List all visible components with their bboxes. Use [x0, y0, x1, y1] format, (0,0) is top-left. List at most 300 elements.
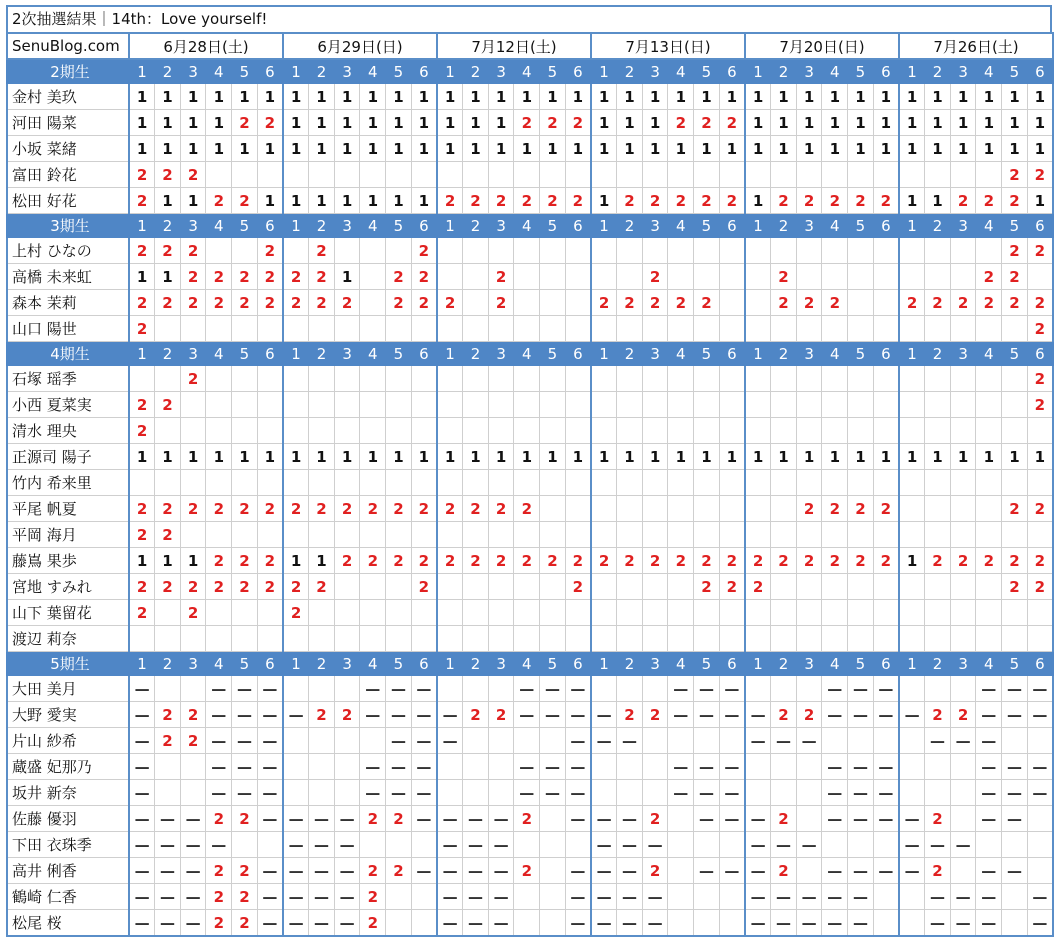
result-cell	[796, 366, 822, 392]
result-cell: 2	[796, 188, 822, 214]
result-cell: —	[206, 832, 232, 858]
result-cell	[334, 418, 360, 444]
result-cell: 1	[694, 136, 720, 162]
result-cell: —	[180, 806, 206, 832]
result-cell: —	[232, 702, 258, 728]
member-name: 坂井 新奈	[7, 780, 129, 806]
result-cell	[386, 832, 412, 858]
date-header-row	[7, 33, 1053, 59]
result-cell	[155, 626, 181, 652]
result-cell: —	[334, 910, 360, 937]
result-cell: —	[617, 728, 643, 754]
result-cell	[1002, 910, 1028, 937]
result-cell	[309, 522, 335, 548]
member-row	[7, 574, 1053, 600]
result-cell: 2	[463, 496, 489, 522]
result-cell	[463, 522, 489, 548]
part-number: 3	[180, 59, 206, 84]
result-cell: —	[976, 754, 1002, 780]
result-cell: —	[411, 806, 437, 832]
part-number: 2	[463, 59, 489, 84]
result-cell: 1	[129, 136, 155, 162]
result-cell	[925, 574, 951, 600]
result-cell	[617, 264, 643, 290]
result-cell: —	[694, 780, 720, 806]
result-cell	[463, 366, 489, 392]
result-cell	[668, 884, 694, 910]
result-cell	[129, 366, 155, 392]
result-cell: —	[129, 676, 155, 702]
result-cell: —	[617, 884, 643, 910]
result-cell: —	[129, 754, 155, 780]
result-cell	[591, 496, 617, 522]
result-cell: —	[565, 676, 591, 702]
result-cell: 2	[822, 290, 848, 316]
result-cell: 1	[719, 136, 745, 162]
result-cell: —	[514, 780, 540, 806]
result-cell	[257, 600, 283, 626]
result-cell	[463, 290, 489, 316]
result-cell	[591, 522, 617, 548]
result-cell: —	[463, 832, 489, 858]
result-cell: 1	[1027, 188, 1053, 214]
result-cell: 1	[334, 188, 360, 214]
result-cell	[437, 366, 463, 392]
part-number: 2	[771, 214, 797, 238]
result-cell	[514, 418, 540, 444]
result-cell: 1	[206, 444, 232, 470]
result-cell: 1	[719, 84, 745, 110]
result-cell: —	[180, 910, 206, 937]
result-cell: 2	[257, 290, 283, 316]
result-cell	[283, 162, 309, 188]
result-cell	[463, 574, 489, 600]
member-row	[7, 496, 1053, 522]
result-cell: 2	[1027, 392, 1053, 418]
result-cell: 1	[899, 136, 925, 162]
result-cell: 1	[386, 84, 412, 110]
result-cell	[206, 238, 232, 264]
part-number: 5	[232, 652, 258, 676]
result-cell: 1	[796, 444, 822, 470]
result-cell: 2	[129, 290, 155, 316]
result-cell: 1	[925, 84, 951, 110]
result-cell	[514, 910, 540, 937]
result-cell	[488, 392, 514, 418]
result-cell: —	[411, 728, 437, 754]
result-cell: —	[617, 832, 643, 858]
result-cell: 1	[232, 84, 258, 110]
part-number: 5	[540, 214, 566, 238]
part-number: 5	[540, 59, 566, 84]
part-number: 6	[873, 59, 899, 84]
result-cell: —	[668, 780, 694, 806]
result-cell	[1002, 832, 1028, 858]
result-cell	[668, 574, 694, 600]
result-cell: 1	[899, 188, 925, 214]
result-cell	[873, 522, 899, 548]
result-cell	[873, 366, 899, 392]
result-cell	[463, 754, 489, 780]
result-cell	[540, 290, 566, 316]
result-cell: —	[668, 754, 694, 780]
result-cell: —	[1027, 702, 1053, 728]
result-cell: 1	[283, 548, 309, 574]
result-cell: 2	[642, 806, 668, 832]
result-cell	[514, 884, 540, 910]
result-cell: 2	[129, 574, 155, 600]
result-cell	[540, 264, 566, 290]
result-cell	[822, 728, 848, 754]
result-cell	[437, 600, 463, 626]
result-cell	[745, 626, 771, 652]
result-cell: —	[437, 910, 463, 937]
result-cell	[925, 600, 951, 626]
result-cell	[950, 316, 976, 342]
result-cell: 2	[848, 548, 874, 574]
result-cell: 1	[771, 84, 797, 110]
result-cell: 1	[745, 110, 771, 136]
result-cell	[591, 626, 617, 652]
result-cell: —	[694, 754, 720, 780]
result-cell: —	[309, 832, 335, 858]
part-number: 6	[1027, 652, 1053, 676]
result-cell: —	[591, 832, 617, 858]
part-number: 1	[437, 652, 463, 676]
part-number: 4	[822, 652, 848, 676]
result-cell	[950, 470, 976, 496]
result-cell: 1	[283, 110, 309, 136]
result-cell	[771, 470, 797, 496]
result-cell	[771, 574, 797, 600]
result-cell	[925, 418, 951, 444]
result-cell	[565, 522, 591, 548]
result-cell: 1	[180, 110, 206, 136]
result-cell: 2	[1002, 574, 1028, 600]
result-cell	[925, 366, 951, 392]
result-cell	[540, 728, 566, 754]
result-cell: 1	[334, 444, 360, 470]
result-cell	[694, 832, 720, 858]
result-cell: —	[950, 832, 976, 858]
result-cell	[1002, 392, 1028, 418]
result-cell	[437, 264, 463, 290]
result-cell: —	[822, 780, 848, 806]
result-cell: —	[873, 780, 899, 806]
result-cell	[463, 316, 489, 342]
result-cell: 1	[386, 188, 412, 214]
result-cell	[873, 600, 899, 626]
result-cell	[745, 676, 771, 702]
result-cell	[771, 754, 797, 780]
result-cell	[514, 290, 540, 316]
result-cell: 1	[129, 110, 155, 136]
result-cell: 1	[771, 444, 797, 470]
result-cell	[488, 754, 514, 780]
result-cell	[1027, 470, 1053, 496]
result-cell	[873, 626, 899, 652]
result-cell	[1027, 522, 1053, 548]
result-cell	[206, 392, 232, 418]
result-cell: 1	[411, 84, 437, 110]
result-cell	[745, 496, 771, 522]
result-cell	[771, 600, 797, 626]
result-cell: —	[1002, 702, 1028, 728]
result-cell: 2	[514, 496, 540, 522]
result-cell	[848, 162, 874, 188]
result-cell: 2	[1002, 188, 1028, 214]
result-cell: 2	[771, 290, 797, 316]
part-number: 3	[488, 652, 514, 676]
result-cell: 1	[386, 110, 412, 136]
result-cell	[899, 264, 925, 290]
result-cell: 2	[848, 188, 874, 214]
result-cell: 2	[796, 548, 822, 574]
part-number: 2	[617, 342, 643, 366]
result-cell: —	[719, 676, 745, 702]
result-cell: 2	[232, 290, 258, 316]
result-cell: 1	[1027, 136, 1053, 162]
result-cell: —	[463, 806, 489, 832]
result-cell	[309, 780, 335, 806]
member-name: 河田 陽菜	[7, 110, 129, 136]
result-cell	[1002, 418, 1028, 444]
result-cell: —	[719, 754, 745, 780]
result-cell	[540, 238, 566, 264]
result-cell	[617, 316, 643, 342]
result-cell: 1	[642, 136, 668, 162]
result-cell	[180, 316, 206, 342]
result-cell: 1	[848, 84, 874, 110]
result-cell: 2	[129, 522, 155, 548]
part-number: 1	[129, 652, 155, 676]
result-cell: 1	[309, 188, 335, 214]
result-cell: 2	[386, 858, 412, 884]
part-number: 4	[976, 59, 1002, 84]
result-cell	[950, 780, 976, 806]
result-cell	[694, 366, 720, 392]
result-cell: 2	[180, 264, 206, 290]
result-cell	[694, 316, 720, 342]
result-cell	[1027, 832, 1053, 858]
result-cell	[873, 238, 899, 264]
result-cell	[899, 392, 925, 418]
result-cell: 1	[488, 136, 514, 162]
result-cell: 1	[411, 188, 437, 214]
result-cell	[565, 162, 591, 188]
result-cell	[1002, 600, 1028, 626]
result-cell	[334, 626, 360, 652]
result-cell	[591, 418, 617, 444]
result-cell: —	[334, 832, 360, 858]
result-cell	[822, 600, 848, 626]
result-cell	[386, 470, 412, 496]
result-cell: —	[360, 676, 386, 702]
result-cell	[873, 418, 899, 444]
member-row	[7, 754, 1053, 780]
result-cell: —	[925, 832, 951, 858]
result-cell	[771, 522, 797, 548]
result-cell	[642, 780, 668, 806]
member-row	[7, 728, 1053, 754]
result-cell	[617, 626, 643, 652]
result-cell	[771, 676, 797, 702]
result-cell	[719, 884, 745, 910]
result-cell: —	[386, 702, 412, 728]
result-cell: —	[873, 754, 899, 780]
result-cell	[155, 316, 181, 342]
result-cell	[411, 366, 437, 392]
result-cell: 2	[386, 548, 412, 574]
result-cell	[899, 600, 925, 626]
result-cell: —	[257, 884, 283, 910]
part-number: 5	[232, 59, 258, 84]
result-cell: 1	[745, 444, 771, 470]
part-number: 6	[411, 342, 437, 366]
part-number: 2	[617, 59, 643, 84]
result-cell: 2	[540, 548, 566, 574]
result-cell: —	[591, 884, 617, 910]
result-cell: —	[950, 884, 976, 910]
result-cell	[617, 600, 643, 626]
result-cell	[360, 418, 386, 444]
result-cell	[360, 626, 386, 652]
result-cell	[180, 418, 206, 444]
result-cell	[514, 574, 540, 600]
part-number: 1	[591, 652, 617, 676]
result-cell: 2	[848, 496, 874, 522]
part-number: 3	[180, 214, 206, 238]
result-cell	[488, 780, 514, 806]
result-cell	[822, 238, 848, 264]
part-number: 2	[617, 652, 643, 676]
result-cell	[309, 392, 335, 418]
part-number: 1	[899, 59, 925, 84]
result-cell: —	[155, 806, 181, 832]
result-cell	[488, 238, 514, 264]
part-number: 3	[796, 342, 822, 366]
result-cell: 2	[976, 188, 1002, 214]
result-cell: 2	[155, 392, 181, 418]
part-number: 1	[899, 652, 925, 676]
part-number: 6	[565, 652, 591, 676]
part-number: 6	[257, 214, 283, 238]
result-cell: —	[565, 858, 591, 884]
result-cell	[437, 316, 463, 342]
result-cell	[540, 626, 566, 652]
result-cell	[694, 496, 720, 522]
result-cell	[257, 392, 283, 418]
result-cell: —	[309, 858, 335, 884]
result-cell	[540, 910, 566, 937]
result-cell	[1027, 418, 1053, 444]
result-cell	[668, 366, 694, 392]
result-cell: —	[463, 858, 489, 884]
result-cell	[642, 238, 668, 264]
result-cell	[360, 366, 386, 392]
result-cell	[617, 162, 643, 188]
result-cell	[206, 418, 232, 444]
part-number: 5	[232, 214, 258, 238]
result-cell: 2	[232, 574, 258, 600]
result-cell	[283, 238, 309, 264]
result-cell	[129, 626, 155, 652]
result-cell	[617, 676, 643, 702]
result-cell	[617, 470, 643, 496]
result-cell: 2	[617, 188, 643, 214]
result-cell	[873, 728, 899, 754]
result-cell	[771, 392, 797, 418]
result-cell	[540, 366, 566, 392]
result-cell: 1	[155, 136, 181, 162]
result-cell	[771, 626, 797, 652]
result-cell	[976, 316, 1002, 342]
result-cell	[668, 728, 694, 754]
part-number: 2	[771, 652, 797, 676]
result-cell: 2	[437, 548, 463, 574]
result-cell: —	[719, 702, 745, 728]
result-cell	[950, 754, 976, 780]
result-cell: 1	[1002, 136, 1028, 162]
result-cell: 2	[617, 290, 643, 316]
result-cell: 1	[873, 110, 899, 136]
result-cell	[950, 858, 976, 884]
result-cell	[822, 392, 848, 418]
result-cell: 2	[232, 110, 258, 136]
result-cell	[591, 162, 617, 188]
result-cell	[873, 316, 899, 342]
result-cell: —	[899, 832, 925, 858]
result-cell: —	[411, 676, 437, 702]
result-cell: —	[565, 806, 591, 832]
result-cell	[283, 626, 309, 652]
result-cell: 1	[565, 136, 591, 162]
result-cell	[899, 910, 925, 937]
part-number: 1	[283, 59, 309, 84]
result-cell: 2	[540, 110, 566, 136]
part-number: 4	[514, 652, 540, 676]
part-number: 3	[180, 342, 206, 366]
result-cell: 1	[1002, 110, 1028, 136]
result-cell: 2	[129, 418, 155, 444]
result-cell: 2	[488, 548, 514, 574]
result-cell: —	[822, 806, 848, 832]
result-cell: 1	[745, 84, 771, 110]
result-cell: —	[822, 884, 848, 910]
result-cell: —	[565, 754, 591, 780]
result-cell	[591, 600, 617, 626]
result-cell: 2	[1027, 366, 1053, 392]
result-cell: 1	[899, 84, 925, 110]
result-cell	[257, 316, 283, 342]
result-cell: —	[283, 858, 309, 884]
result-cell: 2	[180, 290, 206, 316]
result-cell: 2	[411, 574, 437, 600]
result-cell: 2	[617, 548, 643, 574]
part-number: 2	[309, 342, 335, 366]
result-cell: 1	[360, 444, 386, 470]
member-name: 清水 理央	[7, 418, 129, 444]
result-cell: —	[565, 728, 591, 754]
result-cell	[437, 522, 463, 548]
result-cell	[745, 470, 771, 496]
result-cell	[360, 392, 386, 418]
result-cell: 1	[1002, 444, 1028, 470]
result-cell	[257, 470, 283, 496]
result-cell	[822, 470, 848, 496]
result-cell: —	[360, 780, 386, 806]
result-cell	[873, 884, 899, 910]
